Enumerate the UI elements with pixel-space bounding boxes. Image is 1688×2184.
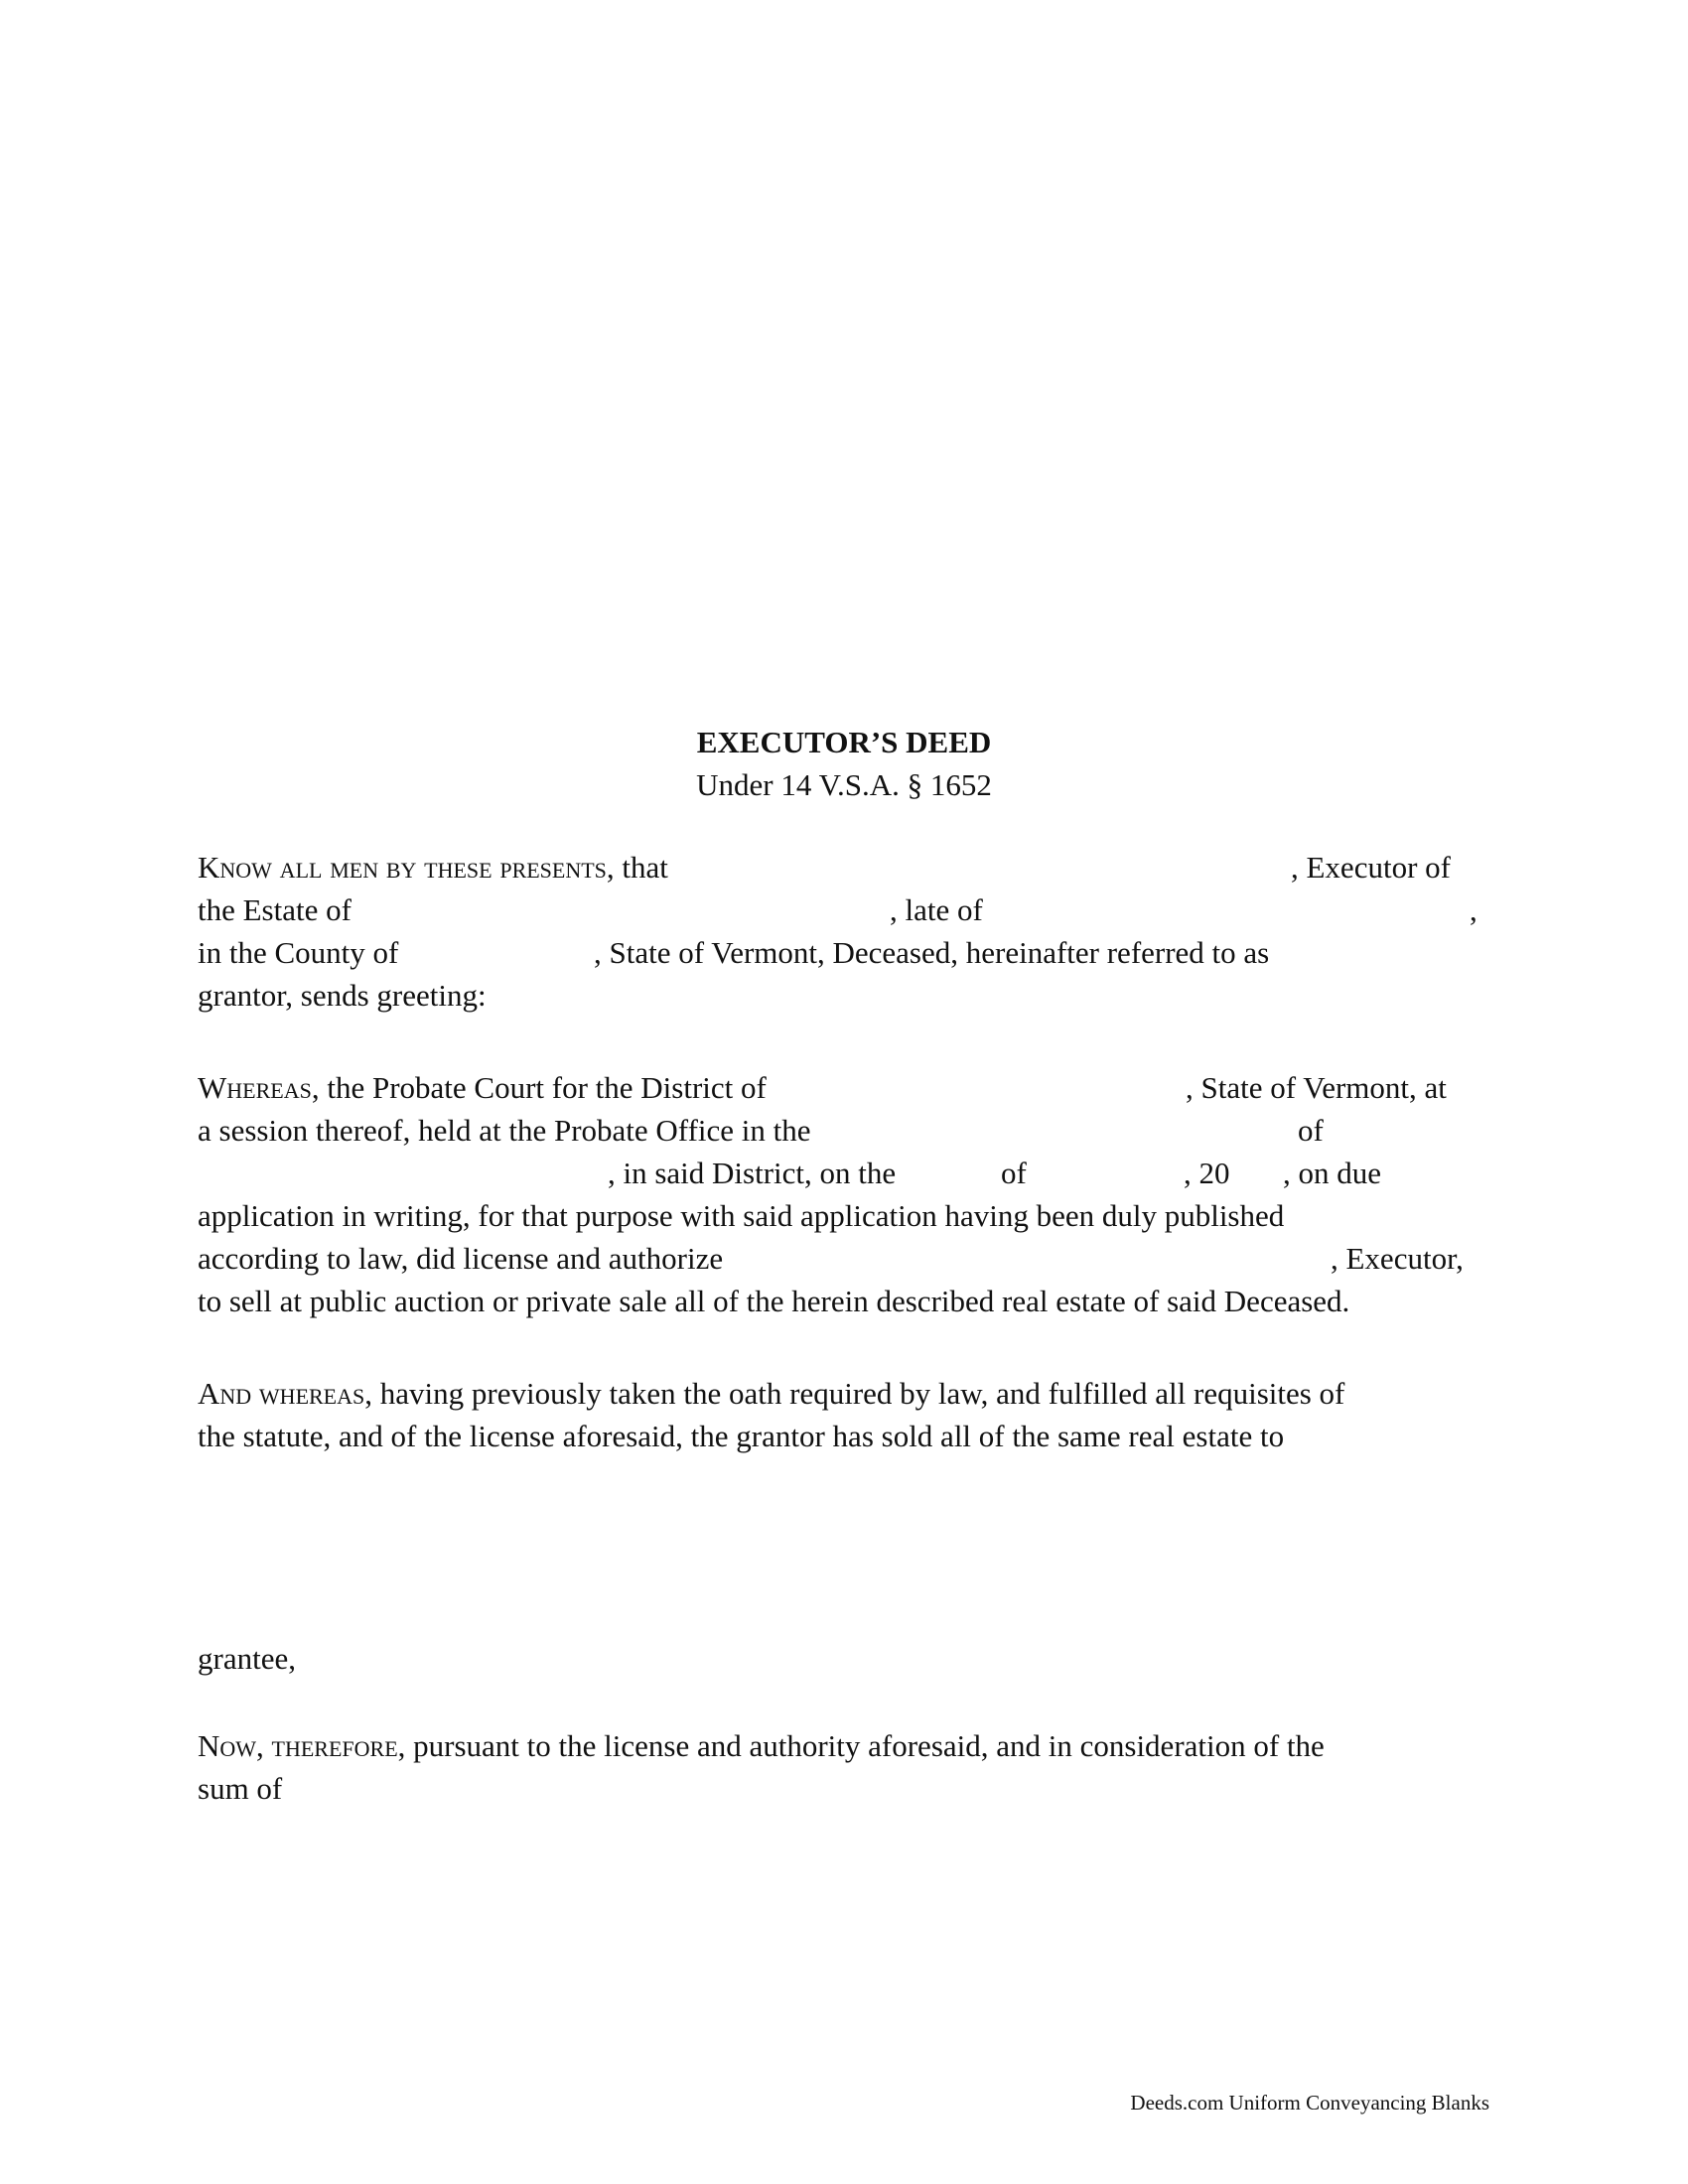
p2-line5-start: according to law, did license and authorize xyxy=(198,1241,724,1276)
p2-lead-caps: Whereas, xyxy=(198,1070,320,1105)
p4-line1 xyxy=(198,1726,1325,1766)
p1-line2-start: the Estate of xyxy=(198,892,352,927)
p2-line3-d: , on due xyxy=(1283,1156,1382,1190)
p4-lead-caps: Now, therefore, xyxy=(198,1728,406,1763)
p1-line3-start: in the County of xyxy=(198,935,399,970)
document-subtitle: Under 14 V.S.A. § 1652 xyxy=(696,767,992,802)
p4-lead-rest: pursuant to the license and authority aforesaid, and in consideration of the xyxy=(413,1728,1325,1763)
p1-line1-lead xyxy=(198,848,668,887)
p2-line4: application in writing, for that purpose with said application having been duly published xyxy=(198,1198,1285,1233)
grantee-line: grantee, xyxy=(198,1641,296,1676)
p2-lead-rest: the Probate Court for the District of xyxy=(327,1070,767,1105)
p2-line2-end: of xyxy=(1298,1113,1324,1148)
p3-lead-caps: And whereas, xyxy=(198,1376,372,1411)
p1-line2-end: , xyxy=(1470,892,1477,927)
p1-lead-caps: Know all men by these presents, xyxy=(198,850,615,885)
p2-line3-a: , in said District, on the xyxy=(608,1156,897,1190)
p1-line4: grantor, sends greeting: xyxy=(198,978,487,1013)
p3-line1 xyxy=(198,1374,1344,1414)
p3-line2: the statute, and of the license aforesaid, the grantor has sold all of the same real estate to xyxy=(198,1419,1285,1453)
p1-lead-rest: that xyxy=(622,850,668,885)
p2-line5-end: , Executor, xyxy=(1331,1241,1464,1276)
p1-line3-rest: , State of Vermont, Deceased, hereinafter referred to as xyxy=(594,935,1270,970)
p2-line3-b: of xyxy=(1001,1156,1027,1190)
p1-line1-end: , Executor of xyxy=(1291,850,1451,885)
p2-line6: to sell at public auction or private sale all of the herein described real estate of said Deceased. xyxy=(198,1284,1350,1318)
p2-line1-end: , State of Vermont, at xyxy=(1186,1070,1447,1105)
document-title: EXECUTOR’S DEED xyxy=(696,725,992,759)
p1-line2-middle: , late of xyxy=(890,892,983,927)
footer-text: Deeds.com Uniform Conveyancing Blanks xyxy=(1130,2091,1489,2115)
p4-line2: sum of xyxy=(198,1771,283,1806)
p2-line3-c: , 20 xyxy=(1184,1156,1230,1190)
p2-line2-start: a session thereof, held at the Probate Office in the xyxy=(198,1113,811,1148)
p3-lead-rest: having previously taken the oath required by law, and fulfilled all requisites of xyxy=(379,1376,1345,1411)
p2-line1-lead xyxy=(198,1068,767,1108)
